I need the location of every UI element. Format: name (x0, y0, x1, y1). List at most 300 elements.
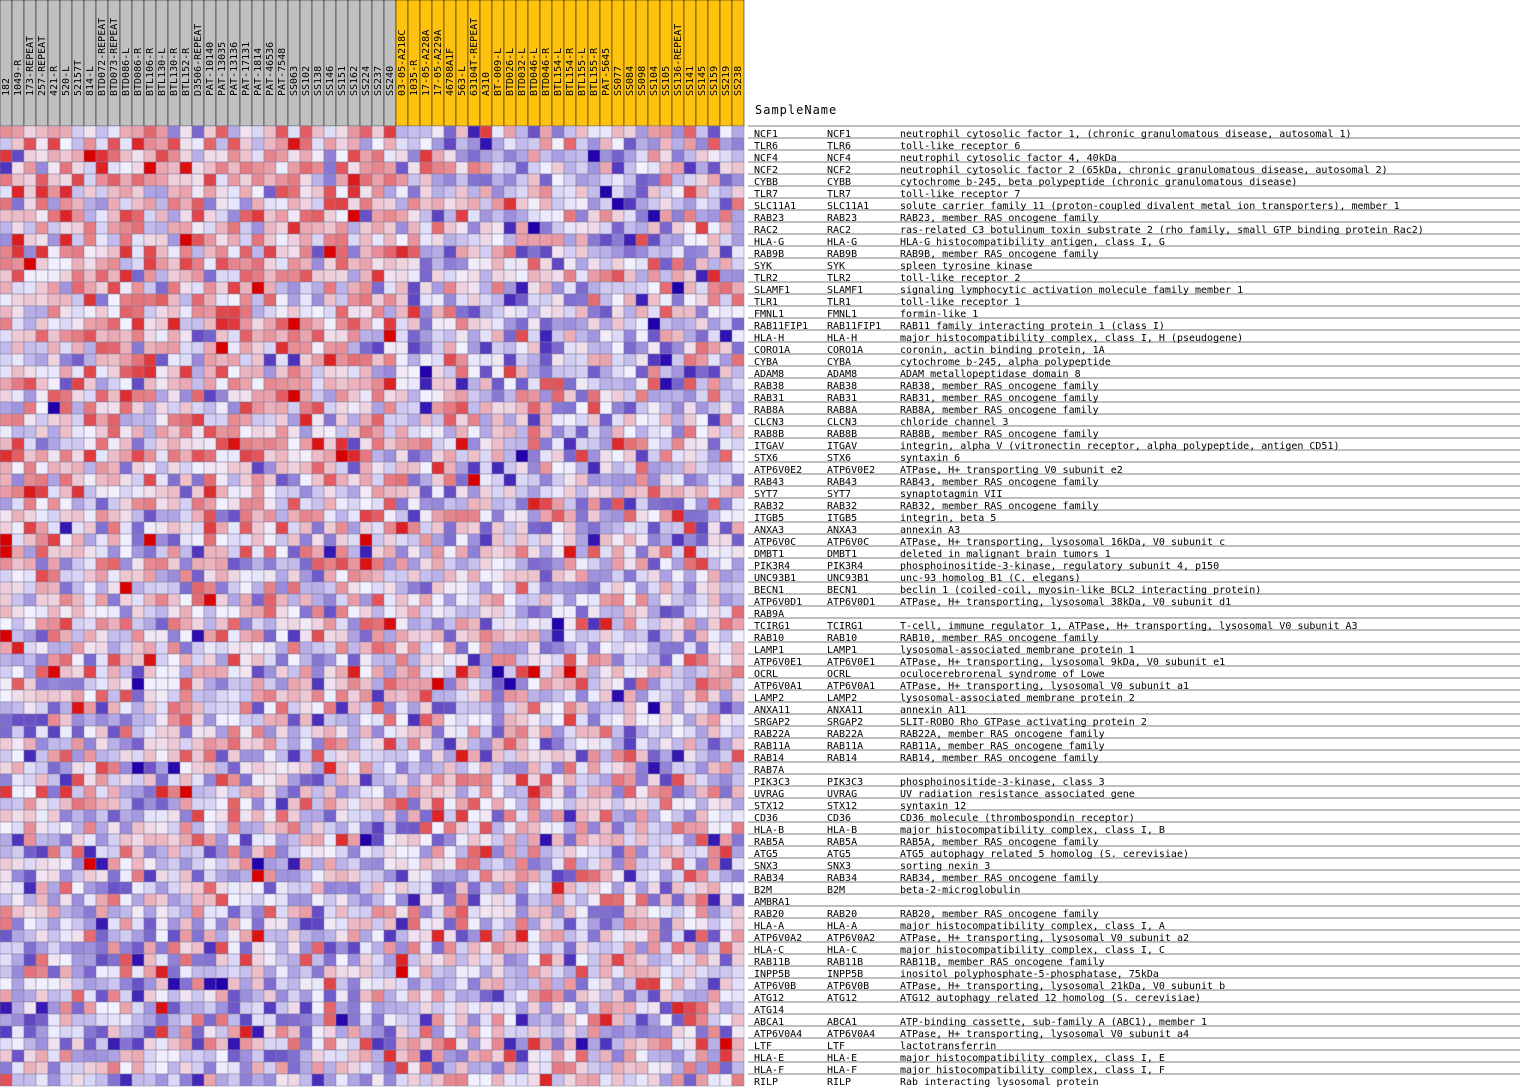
heatmap-cell (444, 342, 456, 354)
heatmap-cell (96, 258, 108, 270)
heatmap-cell (180, 930, 192, 942)
heatmap-cell (516, 990, 528, 1002)
heatmap-cell (0, 510, 12, 522)
heatmap-cell (720, 318, 732, 330)
heatmap-cell (552, 750, 564, 762)
heatmap-cell (360, 570, 372, 582)
heatmap-cell (504, 930, 516, 942)
heatmap-cell (228, 570, 240, 582)
heatmap-cell (336, 702, 348, 714)
heatmap-cell (348, 534, 360, 546)
heatmap-cell (660, 258, 672, 270)
heatmap-cell (108, 222, 120, 234)
heatmap-cell (720, 510, 732, 522)
heatmap-cell (648, 582, 660, 594)
heatmap-cell (732, 906, 744, 918)
heatmap-cell (552, 978, 564, 990)
heatmap-cell (84, 678, 96, 690)
heatmap-cell (636, 246, 648, 258)
heatmap-cell (528, 750, 540, 762)
heatmap-cell (252, 474, 264, 486)
heatmap-cell (132, 438, 144, 450)
heatmap-cell (552, 510, 564, 522)
column-label: SS219 (721, 65, 732, 96)
heatmap-cell (144, 582, 156, 594)
heatmap-cell (408, 522, 420, 534)
heatmap-cell (240, 354, 252, 366)
heatmap-cell (480, 378, 492, 390)
heatmap-cell (696, 570, 708, 582)
heatmap-cell (720, 366, 732, 378)
heatmap-cell (132, 222, 144, 234)
heatmap-cell (312, 906, 324, 918)
heatmap-cell (180, 1062, 192, 1074)
heatmap-cell (660, 486, 672, 498)
heatmap-cell (168, 738, 180, 750)
heatmap-cell (648, 906, 660, 918)
heatmap-cell (240, 978, 252, 990)
heatmap-cell (468, 546, 480, 558)
heatmap-cell (144, 162, 156, 174)
heatmap-cell (420, 606, 432, 618)
heatmap-cell (12, 762, 24, 774)
heatmap-cell (612, 702, 624, 714)
heatmap-cell (648, 438, 660, 450)
heatmap-cell (600, 1002, 612, 1014)
heatmap-cell (396, 354, 408, 366)
heatmap-cell (264, 282, 276, 294)
heatmap-cell (120, 894, 132, 906)
heatmap-cell (576, 570, 588, 582)
heatmap-cell (24, 498, 36, 510)
heatmap-cell (264, 522, 276, 534)
heatmap-cell (588, 1026, 600, 1038)
heatmap-cell (312, 294, 324, 306)
heatmap-cell (504, 318, 516, 330)
heatmap-cell (84, 942, 96, 954)
heatmap-cell (600, 750, 612, 762)
heatmap-cell (564, 222, 576, 234)
heatmap-cell (12, 402, 24, 414)
heatmap-cell (384, 1026, 396, 1038)
heatmap-cell (72, 846, 84, 858)
heatmap-cell (468, 678, 480, 690)
heatmap-cell (204, 690, 216, 702)
heatmap-cell (204, 774, 216, 786)
heatmap-cell (720, 498, 732, 510)
heatmap-cell (0, 1002, 12, 1014)
heatmap-cell (120, 654, 132, 666)
heatmap-cell (576, 738, 588, 750)
heatmap-cell (360, 1062, 372, 1074)
heatmap-cell (708, 942, 720, 954)
heatmap-cell (120, 1002, 132, 1014)
heatmap-cell (0, 1050, 12, 1062)
heatmap-cell (408, 486, 420, 498)
heatmap-cell (504, 666, 516, 678)
heatmap-cell (588, 666, 600, 678)
heatmap-cell (552, 774, 564, 786)
heatmap-cell (240, 642, 252, 654)
heatmap-cell (336, 534, 348, 546)
heatmap-cell (732, 822, 744, 834)
heatmap-cell (528, 486, 540, 498)
heatmap-cell (444, 1002, 456, 1014)
heatmap-cell (132, 570, 144, 582)
heatmap-cell (564, 186, 576, 198)
heatmap-cell (336, 918, 348, 930)
heatmap-cell (408, 450, 420, 462)
heatmap-cell (456, 750, 468, 762)
heatmap-cell (180, 702, 192, 714)
heatmap-cell (576, 342, 588, 354)
heatmap-cell (504, 126, 516, 138)
heatmap-cell (516, 126, 528, 138)
heatmap-cell (564, 894, 576, 906)
heatmap-cell (216, 702, 228, 714)
heatmap-cell (684, 390, 696, 402)
heatmap-cell (192, 426, 204, 438)
heatmap-cell (552, 714, 564, 726)
heatmap-cell (492, 342, 504, 354)
heatmap-cell (24, 306, 36, 318)
heatmap-cell (660, 438, 672, 450)
heatmap-cell (420, 810, 432, 822)
heatmap-cell (384, 714, 396, 726)
heatmap-cell (660, 570, 672, 582)
heatmap-cell (540, 1014, 552, 1026)
heatmap-cell (156, 990, 168, 1002)
heatmap-cell (660, 330, 672, 342)
heatmap-cell (636, 654, 648, 666)
heatmap-cell (132, 678, 144, 690)
heatmap-cell (408, 438, 420, 450)
heatmap-cell (660, 750, 672, 762)
heatmap-cell (600, 1014, 612, 1026)
heatmap-cell (312, 666, 324, 678)
heatmap-cell (348, 870, 360, 882)
heatmap-cell (408, 582, 420, 594)
heatmap-cell (468, 870, 480, 882)
heatmap-cell (96, 270, 108, 282)
heatmap-cell (72, 126, 84, 138)
heatmap-cell (216, 870, 228, 882)
heatmap-cell (108, 234, 120, 246)
heatmap-cell (276, 978, 288, 990)
heatmap-cell (132, 174, 144, 186)
heatmap-cell (600, 558, 612, 570)
heatmap-cell (36, 450, 48, 462)
heatmap-cell (624, 630, 636, 642)
heatmap-cell (204, 726, 216, 738)
heatmap-cell (48, 930, 60, 942)
heatmap-cell (372, 618, 384, 630)
heatmap-cell (12, 210, 24, 222)
heatmap-cell (324, 534, 336, 546)
heatmap-cell (72, 642, 84, 654)
column-label: 173-REPEAT (25, 35, 36, 96)
heatmap-cell (456, 162, 468, 174)
heatmap-cell (0, 1038, 12, 1050)
heatmap-cell (384, 1014, 396, 1026)
heatmap-cell (360, 834, 372, 846)
heatmap-cell (516, 978, 528, 990)
heatmap-cell (600, 342, 612, 354)
heatmap-cell (732, 486, 744, 498)
heatmap-cell (468, 486, 480, 498)
heatmap-cell (372, 1062, 384, 1074)
column-label: 17-05-A229A (433, 29, 444, 96)
heatmap-cell (0, 930, 12, 942)
heatmap-cell (432, 138, 444, 150)
heatmap-cell (708, 378, 720, 390)
heatmap-cell (480, 798, 492, 810)
heatmap-cell (12, 426, 24, 438)
heatmap-cell (204, 894, 216, 906)
heatmap-cell (84, 222, 96, 234)
heatmap-cell (408, 762, 420, 774)
heatmap-cell (696, 642, 708, 654)
heatmap-cell (132, 330, 144, 342)
heatmap-cell (240, 750, 252, 762)
heatmap-cell (456, 426, 468, 438)
heatmap-cell (732, 306, 744, 318)
heatmap-cell (468, 918, 480, 930)
heatmap-cell (552, 474, 564, 486)
heatmap-cell (312, 870, 324, 882)
heatmap-cell (660, 270, 672, 282)
heatmap-cell (288, 546, 300, 558)
heatmap-cell (96, 414, 108, 426)
heatmap-cell (552, 882, 564, 894)
heatmap-cell (300, 510, 312, 522)
heatmap-cell (552, 666, 564, 678)
heatmap-cell (228, 654, 240, 666)
heatmap-cell (540, 978, 552, 990)
heatmap-cell (432, 738, 444, 750)
heatmap-cell (204, 282, 216, 294)
heatmap-cell (240, 774, 252, 786)
heatmap-cell (168, 546, 180, 558)
heatmap-cell (336, 558, 348, 570)
heatmap-cell (720, 558, 732, 570)
heatmap-cell (588, 462, 600, 474)
heatmap-cell (60, 798, 72, 810)
heatmap-cell (516, 570, 528, 582)
heatmap-cell (336, 786, 348, 798)
heatmap-cell (216, 678, 228, 690)
heatmap-cell (108, 558, 120, 570)
heatmap-cell (492, 450, 504, 462)
heatmap-cell (288, 954, 300, 966)
heatmap-cell (36, 234, 48, 246)
heatmap-cell (252, 834, 264, 846)
heatmap-cell (468, 366, 480, 378)
heatmap-cell (576, 954, 588, 966)
heatmap-cell (528, 930, 540, 942)
heatmap-cell (660, 654, 672, 666)
heatmap-cell (408, 1014, 420, 1026)
heatmap-cell (252, 786, 264, 798)
heatmap-cell (552, 270, 564, 282)
heatmap-cell (0, 750, 12, 762)
heatmap-cell (420, 306, 432, 318)
heatmap-cell (384, 330, 396, 342)
heatmap-cell (312, 282, 324, 294)
heatmap-cell (564, 750, 576, 762)
heatmap-cell (360, 126, 372, 138)
heatmap-cell (624, 870, 636, 882)
column-label: SS159 (709, 65, 720, 96)
heatmap-cell (492, 126, 504, 138)
heatmap-cell (516, 798, 528, 810)
heatmap-cell (180, 666, 192, 678)
heatmap-cell (408, 414, 420, 426)
heatmap-cell (84, 246, 96, 258)
heatmap-cell (564, 798, 576, 810)
heatmap-cell (36, 858, 48, 870)
heatmap-cell (444, 534, 456, 546)
heatmap-cell (84, 138, 96, 150)
heatmap-cell (564, 126, 576, 138)
heatmap-cell (336, 1014, 348, 1026)
heatmap-cell (624, 990, 636, 1002)
heatmap-cell (360, 138, 372, 150)
heatmap-cell (540, 426, 552, 438)
heatmap-cell (624, 582, 636, 594)
heatmap-cell (648, 654, 660, 666)
heatmap-cell (372, 846, 384, 858)
heatmap-cell (648, 138, 660, 150)
heatmap-cell (96, 810, 108, 822)
column-label: SS141 (685, 65, 696, 96)
heatmap-cell (504, 486, 516, 498)
heatmap-cell (252, 138, 264, 150)
heatmap-cell (432, 426, 444, 438)
heatmap-cell (204, 294, 216, 306)
heatmap-cell (252, 990, 264, 1002)
heatmap-cell (540, 558, 552, 570)
heatmap-cell (264, 558, 276, 570)
heatmap-cell (420, 138, 432, 150)
heatmap-cell (624, 594, 636, 606)
heatmap-cell (648, 846, 660, 858)
heatmap-cell (48, 354, 60, 366)
heatmap-cell (324, 606, 336, 618)
heatmap-cell (324, 126, 336, 138)
heatmap-cell (60, 174, 72, 186)
heatmap-cell (648, 306, 660, 318)
heatmap-cell (300, 954, 312, 966)
heatmap-cell (336, 834, 348, 846)
heatmap-cell (408, 330, 420, 342)
heatmap-cell (528, 270, 540, 282)
heatmap-cell (432, 498, 444, 510)
heatmap-cell (360, 186, 372, 198)
heatmap-cell (24, 942, 36, 954)
heatmap-cell (660, 846, 672, 858)
heatmap-cell (12, 858, 24, 870)
heatmap-cell (588, 198, 600, 210)
heatmap-cell (348, 738, 360, 750)
heatmap-cell (72, 222, 84, 234)
heatmap-cell (468, 942, 480, 954)
heatmap-cell (120, 954, 132, 966)
heatmap-cell (492, 306, 504, 318)
heatmap-cell (276, 510, 288, 522)
heatmap-cell (120, 594, 132, 606)
heatmap-cell (444, 174, 456, 186)
heatmap-cell (660, 414, 672, 426)
heatmap-cell (528, 282, 540, 294)
heatmap-cell (12, 630, 24, 642)
heatmap-cell (168, 690, 180, 702)
heatmap-cell (696, 702, 708, 714)
heatmap-cell (156, 690, 168, 702)
heatmap-cell (288, 822, 300, 834)
heatmap-cell (48, 486, 60, 498)
heatmap-cell (216, 594, 228, 606)
heatmap-cell (288, 138, 300, 150)
heatmap-cell (132, 702, 144, 714)
heatmap-cell (504, 198, 516, 210)
heatmap-cell (132, 234, 144, 246)
heatmap-cell (228, 954, 240, 966)
heatmap-cell (12, 1062, 24, 1074)
heatmap-cell (228, 306, 240, 318)
heatmap-cell (336, 582, 348, 594)
heatmap-cell (288, 198, 300, 210)
heatmap-cell (636, 318, 648, 330)
heatmap-cell (636, 138, 648, 150)
heatmap-cell (132, 786, 144, 798)
heatmap-cell (324, 954, 336, 966)
heatmap-cell (0, 822, 12, 834)
heatmap-cell (156, 186, 168, 198)
heatmap-cell (732, 174, 744, 186)
heatmap-cell (516, 510, 528, 522)
heatmap-cell (36, 630, 48, 642)
heatmap-cell (528, 1026, 540, 1038)
heatmap-cell (168, 318, 180, 330)
heatmap-cell (552, 762, 564, 774)
heatmap-cell (396, 282, 408, 294)
heatmap-cell (348, 726, 360, 738)
heatmap-cell (372, 318, 384, 330)
heatmap-cell (48, 906, 60, 918)
heatmap-cell (540, 630, 552, 642)
heatmap-cell (480, 474, 492, 486)
heatmap-cell (168, 150, 180, 162)
heatmap-cell (120, 354, 132, 366)
heatmap-cell (216, 546, 228, 558)
heatmap-cell (156, 642, 168, 654)
heatmap-cell (444, 258, 456, 270)
heatmap-cell (396, 1026, 408, 1038)
heatmap-cell (252, 366, 264, 378)
heatmap-cell (60, 630, 72, 642)
heatmap-cell (168, 534, 180, 546)
heatmap-cell (24, 570, 36, 582)
heatmap-cell (504, 690, 516, 702)
heatmap-cell (648, 498, 660, 510)
heatmap-cell (264, 270, 276, 282)
heatmap-cell (264, 570, 276, 582)
heatmap-cell (24, 966, 36, 978)
heatmap-cell (336, 414, 348, 426)
heatmap-cell (252, 126, 264, 138)
heatmap-cell (48, 450, 60, 462)
